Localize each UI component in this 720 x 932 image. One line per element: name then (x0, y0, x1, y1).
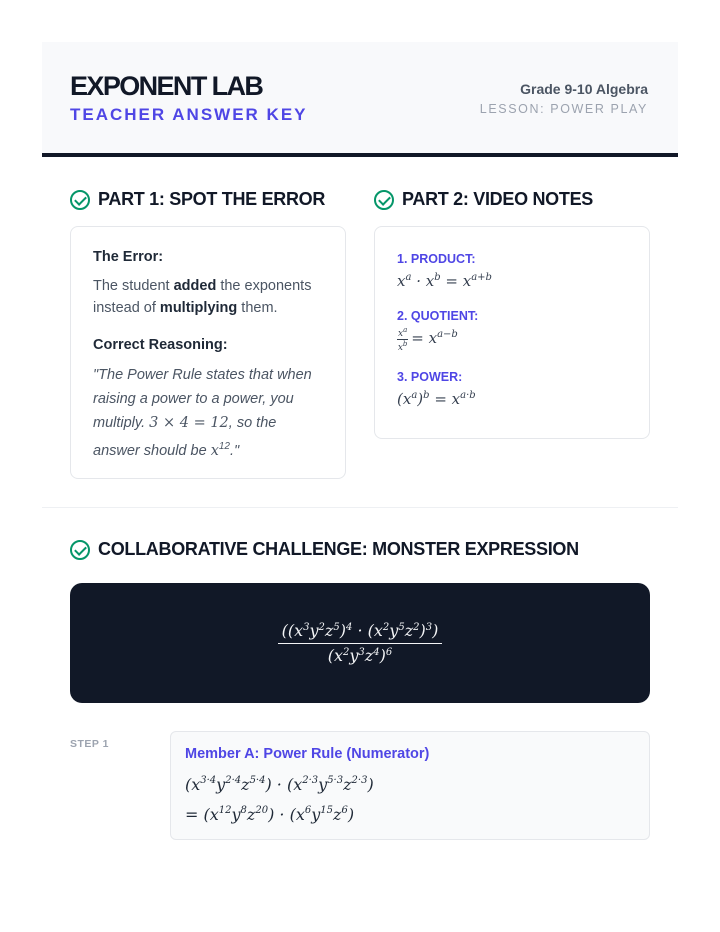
error-text (93, 275, 323, 319)
reasoning-text (93, 363, 323, 463)
power-rule-formula: $(x^a)^b = x^{a\cdot b}$ (397, 389, 476, 408)
lesson-label: LESSON: POWER PLAY (479, 102, 648, 116)
challenge-heading-label: COLLABORATIVE CHALLENGE: MONSTER EXPRESSION (98, 539, 579, 559)
part2-heading-label: PART 2: VIDEO NOTES (402, 189, 593, 209)
page-title: EXPONENT LAB (70, 71, 263, 101)
error-text-part: the exponents instead of (93, 278, 312, 316)
expression-denominator: $(x^2y^3z^4)^6$ (327, 646, 393, 665)
product-rule-formula: $x^a \cdot x^b = x^{a+b}$ (397, 272, 492, 290)
check-circle-icon (374, 190, 394, 210)
step1-title: Member A: Power Rule (Numerator) (185, 746, 430, 762)
section-divider (42, 507, 678, 508)
lesson-meta (480, 80, 648, 116)
check-circle-icon (70, 540, 90, 560)
note-product (397, 251, 627, 292)
step-label: STEP 1 (70, 738, 109, 750)
page-subtitle: TEACHER ANSWER KEY (70, 105, 308, 124)
step1-card (170, 731, 650, 840)
part1-heading-label: PART 1: SPOT THE ERROR (98, 189, 326, 209)
error-title: The Error: (93, 249, 164, 265)
reasoning-text-part: , so the answer should be (93, 415, 277, 459)
reasoning-answer-base: x (210, 443, 219, 459)
reasoning-math: 3 × 4 = 12 (149, 415, 229, 431)
note-power-label: 3. POWER: (397, 369, 463, 384)
note-power (397, 369, 627, 410)
error-keyword-added: added (173, 278, 217, 294)
part2-heading (374, 189, 593, 210)
reasoning-text-part: "The Power Rule states that when raising a power to a power, you multiply. (93, 367, 312, 431)
video-notes-card (374, 226, 650, 439)
note-quotient (397, 308, 627, 353)
header (42, 42, 678, 157)
step1-line-2: = $(x^{12}y^8z^{20}) \cdot (x^6y^{15}z^6)$ (185, 805, 355, 824)
check-circle-icon (70, 190, 90, 210)
reasoning-answer-exponent: 12 (218, 441, 230, 452)
part1-heading (70, 189, 325, 210)
monster-expression (278, 621, 443, 665)
error-keyword-multiplying: multiplying (159, 300, 238, 316)
expression-numerator: $((x^3y^2z^5)^4 \cdot (x^2y^5z^2)^3)$ (278, 621, 443, 644)
brand (70, 70, 308, 126)
monster-expression-box (70, 583, 650, 703)
quotient-rule-formula: $\frac{x^a}{x^b}$ = $x^{a-b}$ (397, 325, 458, 353)
note-quotient-label: 2. QUOTIENT: (397, 309, 479, 323)
error-card (70, 226, 346, 479)
reasoning-text-part: ." (230, 443, 240, 459)
step1-line-1: $(x^{3\cdot 4}y^{2\cdot 4}z^{5\cdot 4}) \cdot (x^{2\cdot 3}y^{5\cdot 3}z^{2\cdot 3})$ (185, 775, 374, 794)
note-product-label: 1. PRODUCT: (397, 252, 476, 266)
challenge-heading (70, 539, 579, 560)
worksheet-page (42, 42, 678, 824)
error-text-part: them. (237, 300, 278, 316)
error-text-part: The student (93, 278, 174, 294)
reasoning-title: Correct Reasoning: (93, 337, 228, 353)
grade-label: Grade 9-10 Algebra (520, 81, 648, 97)
